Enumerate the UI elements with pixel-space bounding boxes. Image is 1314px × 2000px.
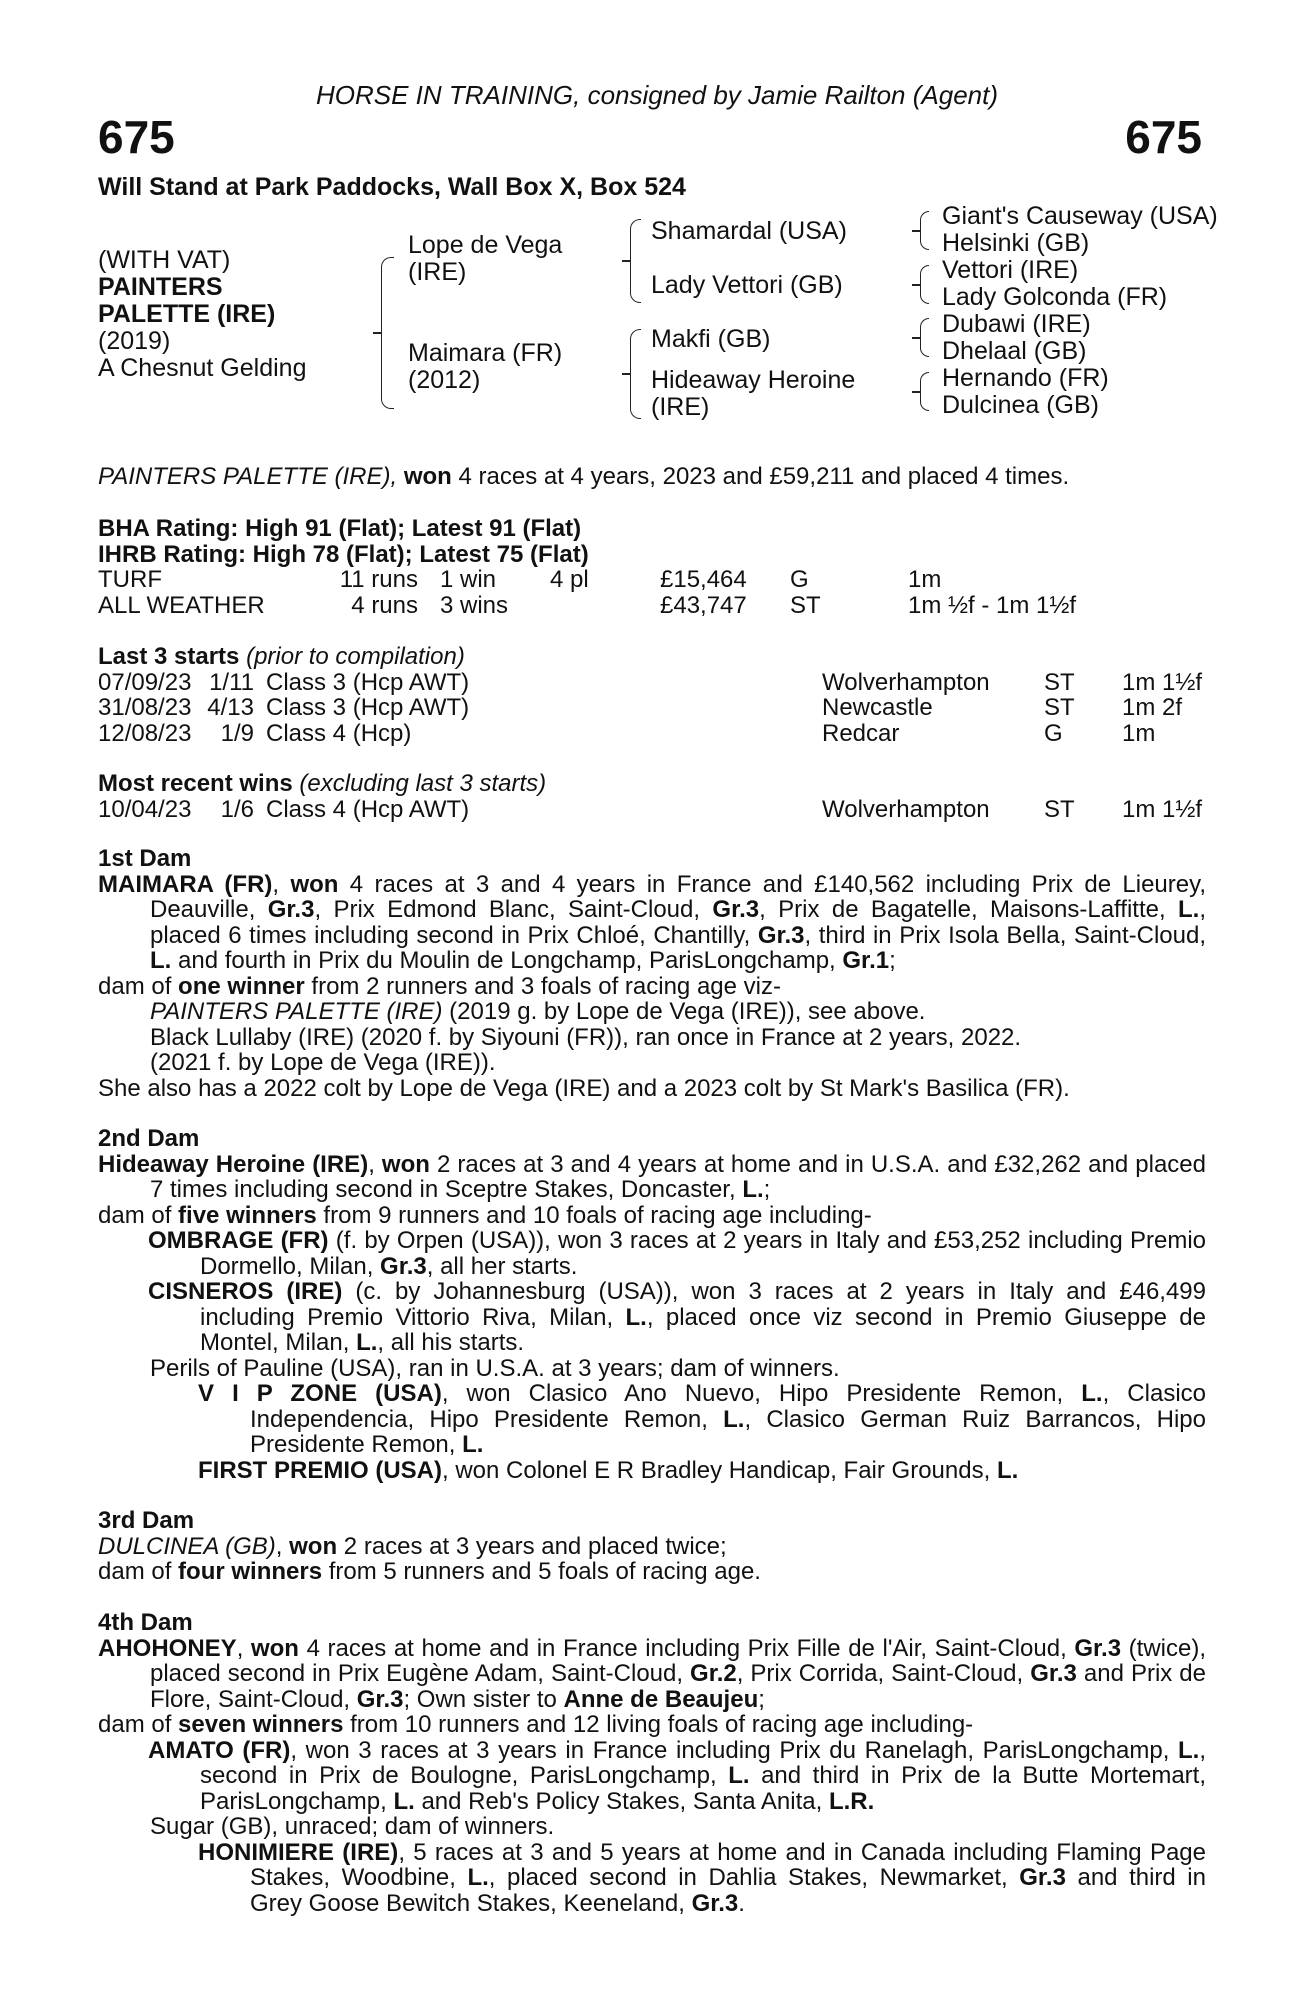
listed-label: L.R. (828, 1787, 875, 1815)
catalogue-header: HORSE IN TRAINING, consigned by Jamie Railton (Agent) (315, 80, 999, 110)
win-row (98, 797, 1206, 823)
pedigree-dds: Hernando (FR) (942, 364, 1109, 392)
produce-entry (98, 1228, 1206, 1279)
record-row (98, 567, 1206, 593)
text: dam of (98, 972, 179, 1000)
third-dam-name: DULCINEA (GB) (98, 1532, 276, 1560)
start-going: G (1044, 719, 1063, 747)
winners-count: five winners (178, 1201, 317, 1229)
record-wins: 3 wins (440, 591, 509, 619)
text: , (275, 1532, 290, 1560)
produce-name: FIRST PREMIO (USA) (198, 1456, 442, 1484)
ratings-section (98, 516, 1206, 618)
start-distance: 1m 1½f (1122, 668, 1203, 696)
produce-entry: Sugar (GB), unraced; dam of winners. (150, 1813, 555, 1840)
win-class: Class 4 (Hcp AWT) (266, 795, 470, 823)
text: , Prix Edmond Blanc, Saint-Cloud, (314, 896, 713, 923)
text: , all her starts. (426, 1252, 578, 1280)
record-surface: ALL WEATHER (98, 591, 265, 619)
start-date: 12/08/23 (98, 719, 192, 747)
foal-entry (98, 999, 1206, 1025)
ihrb-rating: IHRB Rating: High 78 (Flat); Latest 75 (Flat) (98, 540, 589, 568)
text: , won Clasico Ano Nuevo, Hipo Presidente Remon, (441, 1380, 1082, 1407)
horse-identity (98, 247, 306, 382)
text: ; (763, 1176, 771, 1203)
foaling-year: (2019) (98, 327, 171, 355)
winners-count: seven winners (178, 1711, 344, 1738)
record-wins: 1 win (440, 566, 497, 593)
first-dam-title: 1st Dam (98, 845, 192, 872)
fourth-dam-produce-intro (98, 1712, 1206, 1738)
text: from 2 runners and 3 foals of racing age viz- (304, 972, 781, 1000)
foal-name: PAINTERS PALETTE (IRE) (150, 998, 443, 1025)
text: , won Colonel E R Bradley Handicap, Fair Grounds, (442, 1456, 997, 1484)
produce-name: AMATO (FR) (148, 1736, 291, 1764)
record-runs: 11 runs (339, 566, 418, 593)
text: ; Own sister to (403, 1685, 564, 1713)
second-dam-title: 2nd Dam (98, 1125, 200, 1152)
start-date: 07/09/23 (98, 668, 192, 696)
text: from 9 runners and 10 foals of racing age including- (316, 1201, 872, 1229)
listed-label: L. (356, 1329, 378, 1356)
text: , placed 6 times including second in Prix Chloé, Chantilly, (150, 896, 1206, 949)
foal-entry: Black Lullaby (IRE) (2020 f. by Siyouni (FR)), ran once in France at 2 years, 2022. (150, 1023, 1022, 1051)
second-dam-name: Hideaway Heroine (IRE) (98, 1150, 369, 1178)
record-surface: TURF (98, 566, 162, 593)
text: , Prix de Bagatelle, Maisons-Laffitte, (759, 896, 1178, 923)
text: dam of (98, 1711, 179, 1738)
grade-label: Gr.3 (1030, 1660, 1077, 1687)
winners-count: four winners (178, 1558, 323, 1585)
record-placed (545, 593, 660, 619)
pedigree-brace-dam (630, 329, 641, 419)
start-row (98, 695, 1206, 721)
text: 4 races at home and in France including Prix Fille de l'Air, Saint-Cloud, (298, 1634, 1075, 1662)
win-going: ST (1044, 795, 1075, 823)
pedigree-sss: Giant's Causeway (USA) (942, 202, 1218, 230)
pedigree-brace-ds (920, 318, 929, 357)
grade-label: Gr.1 (842, 947, 890, 974)
produce-entry (98, 1381, 1206, 1458)
listed-label: L. (728, 1762, 750, 1789)
record-placed: 4 pl (550, 566, 589, 593)
start-distance: 1m 2f (1122, 694, 1183, 721)
record-distance: 1m (908, 566, 942, 593)
grade-label: Gr.2 (690, 1660, 737, 1687)
start-row (98, 721, 1206, 747)
pedigree-ss: Shamardal (USA) (651, 217, 847, 245)
vat-label: (WITH VAT) (98, 246, 231, 274)
pedigree-sds: Vettori (IRE) (942, 256, 1079, 284)
text: , all his starts. (377, 1329, 525, 1356)
text: from 10 runners and 12 living foals of racing age including- (343, 1711, 974, 1738)
start-course: Redcar (822, 719, 900, 747)
listed-label: L. (462, 1431, 484, 1458)
text: (twice), placed second in Prix Eugène Adam, Saint-Cloud, (150, 1634, 1207, 1687)
pedigree-brace-sd (920, 265, 929, 304)
text: , won 3 races at 3 years in France including Prix du Ranelagh, ParisLongchamp, (290, 1736, 1178, 1764)
third-dam-section (98, 1508, 1206, 1585)
first-dam-name: MAIMARA (FR) (98, 870, 273, 898)
produce-entry: Perils of Pauline (USA), ran in U.S.A. at 3 years; dam of winners. (150, 1354, 840, 1382)
listed-label: L. (393, 1787, 415, 1815)
last-starts-note: (prior to compilation) (246, 643, 465, 670)
text: , 5 races at 3 and 5 years at home and in Canada including Flaming Page Stakes, Woodbine, (250, 1838, 1207, 1891)
text: dam of (98, 1201, 179, 1229)
text: , placed once viz second in Premio Giuseppe de Montel, Milan, (200, 1303, 1206, 1356)
text: dam of (98, 1558, 179, 1585)
pedigree-dam: Maimara (FR) (2012) (408, 339, 563, 394)
start-distance: 1m (1122, 719, 1156, 747)
pedigree-dd: Hideaway Heroine (IRE) (651, 366, 856, 421)
start-position: 1/11 (209, 668, 254, 696)
text: , second in Prix de Boulogne, ParisLongchamp, (200, 1736, 1206, 1789)
pedigree-brace-ss (920, 211, 929, 250)
listed-label: L. (467, 1864, 489, 1891)
second-dam-section (98, 1126, 1206, 1483)
grade-label: Gr.3 (267, 896, 315, 923)
text: , Clasico German Ruiz Barrancos, Hipo Presidente Remon, (250, 1405, 1206, 1458)
fourth-dam-record (98, 1636, 1206, 1713)
first-dam-record: MAIMARA (FR), won 4 races at 3 and 4 years in France and £140,562 including Prix de Lieurey, Deauville, Gr.3, Prix Edmond Blanc, Saint-Cloud, Gr.3, Prix de Bagatelle, Maisons-Laffitte, L., placed 6 times including second in Prix Chloé, Chantilly, Gr.3, third in Prix Isola Bella, Saint-Cloud, L. and fourth in Prix du Moulin de Longchamp, ParisLongchamp, Gr.1; (98, 870, 1207, 974)
won-label: won (289, 1532, 338, 1560)
record-distance: 1m ½f - 1m 1½f (908, 591, 1077, 619)
text: from 5 runners and 5 foals of racing age. (322, 1558, 761, 1585)
start-going: ST (1044, 694, 1075, 721)
listed-label: L. (742, 1176, 764, 1203)
text: , placed second in Dahlia Stakes, Newmarket, (488, 1864, 1020, 1891)
text: 4 races at 3 and 4 years in France and £140,562 including Prix de Lieurey, Deauville, (150, 870, 1207, 923)
lot-number-left: 675 (98, 111, 175, 163)
listed-label: L. (1081, 1380, 1103, 1407)
listed-label: L. (1178, 896, 1200, 923)
fourth-dam-title: 4th Dam (98, 1609, 193, 1636)
text: (c. by Johannesburg (USA)), won 3 races at 2 years in Italy and £46,499 including Premio Vittorio Riva, Milan, (200, 1278, 1207, 1331)
horse-name-line2: PALETTE (IRE) (98, 300, 276, 328)
first-dam-also: She also has a 2022 colt by Lope de Vega (IRE) and a 2023 colt by St Mark's Basilica (FR). (98, 1074, 1070, 1102)
produce-entry (98, 1738, 1206, 1815)
grade-label: Gr.3 (712, 896, 760, 923)
pedigree-ddd: Dulcinea (GB) (942, 391, 1099, 419)
listed-label: L. (723, 1405, 745, 1433)
third-dam-title: 3rd Dam (98, 1507, 195, 1534)
text: ; (758, 1685, 765, 1713)
win-distance: 1m 1½f (1122, 795, 1203, 823)
grade-label: Gr.3 (356, 1685, 404, 1713)
start-position: 4/13 (207, 694, 254, 721)
start-row (98, 670, 1206, 696)
start-course: Newcastle (822, 694, 933, 721)
start-date: 31/08/23 (98, 694, 192, 721)
pedigree-dss: Dubawi (IRE) (942, 310, 1091, 338)
record-going: G (790, 566, 809, 593)
text: , Prix Corrida, Saint-Cloud, (736, 1660, 1031, 1687)
grade-label: Gr.3 (1074, 1634, 1122, 1662)
won-label: won (290, 870, 339, 898)
summary-horse-name: PAINTERS PALETTE (IRE), (98, 463, 398, 490)
pedigree-dsd: Dhelaal (GB) (942, 337, 1087, 365)
start-class: Class 3 (Hcp AWT) (266, 694, 470, 721)
race-summary (98, 464, 1206, 490)
foal-entry: (2021 f. by Lope de Vega (IRE)). (150, 1049, 496, 1076)
lot-number-right: 675 (1125, 111, 1202, 163)
pedigree-brace-dd (920, 372, 929, 411)
recent-wins-title: Most recent wins (98, 770, 293, 797)
text: 2 races at 3 years and placed twice; (337, 1532, 727, 1560)
pedigree-ds: Makfi (GB) (651, 325, 771, 353)
third-dam-produce-intro (98, 1559, 1206, 1585)
text: (f. by Orpen (USA)), won 3 races at 2 years in Italy and £53,252 including Premio Dormello, Milan, (200, 1227, 1206, 1280)
pedigree-brace-sire (630, 219, 641, 303)
text: and Prix de Flore, Saint-Cloud, (150, 1660, 1206, 1713)
win-date: 10/04/23 (98, 795, 192, 823)
recent-wins-note: (excluding last 3 starts) (299, 770, 547, 797)
text: and third in Prix de la Butte Mortemart, ParisLongchamp, (200, 1762, 1207, 1815)
grade-label: Gr.3 (757, 921, 805, 949)
horse-description: A Chesnut Gelding (98, 354, 307, 382)
pedigree-sire: Lope de Vega (IRE) (408, 231, 563, 286)
text: and Reb's Policy Stakes, Santa Anita, (414, 1787, 829, 1815)
produce-name: CISNEROS (IRE) (148, 1278, 343, 1305)
sister-name: Anne de Beaujeu (563, 1685, 759, 1713)
won-label: won (250, 1634, 299, 1662)
win-position: 1/6 (220, 795, 254, 823)
horse-name-line1: PAINTERS (98, 273, 223, 301)
bha-rating: BHA Rating: High 91 (Flat); Latest 91 (Flat) (98, 515, 582, 542)
pedigree-ssd: Helsinki (GB) (942, 229, 1090, 257)
produce-name: V I P ZONE (USA) (198, 1380, 442, 1407)
second-dam-produce-intro (98, 1203, 1206, 1229)
grade-label: Gr.3 (1019, 1864, 1066, 1891)
produce-name: HONIMIERE (IRE) (198, 1838, 399, 1866)
text: , third in Prix Isola Bella, Saint-Cloud, (804, 921, 1206, 949)
first-dam-section (98, 846, 1206, 1101)
text: (2019 g. by Lope de Vega (IRE)), see above. (442, 998, 926, 1025)
listed-label: L. (996, 1456, 1019, 1484)
record-runs: 4 runs (351, 591, 418, 619)
text: and third in Grey Goose Bewitch Stakes, Keeneland, (250, 1864, 1206, 1917)
last-starts-title: Last 3 starts (98, 643, 240, 670)
grade-label: Gr.3 (691, 1889, 739, 1917)
record-row (98, 593, 1206, 619)
text: 2 races at 3 and 4 years at home and in U.S.A. and £32,262 and placed 7 times including second in Sceptre Stakes, Doncaster, (150, 1150, 1206, 1203)
start-class: Class 4 (Hcp) (266, 719, 412, 747)
fourth-dam-name: AHOHONEY (98, 1634, 237, 1662)
grade-label: Gr.3 (380, 1252, 427, 1280)
winners-count: one winner (178, 972, 305, 1000)
summary-won: won (403, 463, 452, 490)
text: , (236, 1634, 251, 1662)
produce-name: OMBRAGE (FR) (148, 1227, 329, 1254)
listed-label: L. (1178, 1736, 1200, 1764)
fourth-dam-section (98, 1610, 1206, 1916)
record-going: ST (790, 591, 821, 619)
win-course: Wolverhampton (822, 795, 990, 823)
text: . (738, 1889, 745, 1917)
record-prize: £43,747 (660, 591, 747, 619)
text: and fourth in Prix du Moulin de Longchamp, ParisLongchamp, (171, 947, 843, 974)
produce-entry (98, 1840, 1206, 1917)
start-class: Class 3 (Hcp AWT) (266, 668, 470, 696)
start-going: ST (1044, 668, 1075, 696)
recent-wins-section (98, 771, 1206, 822)
produce-entry (98, 1458, 1206, 1484)
won-label: won (381, 1150, 430, 1178)
second-dam-record: Hideaway Heroine (IRE), won 2 races at 3 and 4 years at home and in U.S.A. and £32,262 and placed 7 times including second in Sceptre Stakes, Doncaster, L.; (98, 1150, 1206, 1203)
listed-label: L. (625, 1303, 647, 1331)
start-position: 1/9 (220, 719, 254, 747)
last-starts-section (98, 644, 1206, 746)
text: ; (889, 947, 896, 974)
text: , Clasico Independencia, Hipo Presidente Remon, (250, 1380, 1206, 1433)
first-dam-produce-intro (98, 974, 1206, 1000)
start-course: Wolverhampton (822, 668, 990, 696)
pedigree-sd: Lady Vettori (GB) (651, 271, 843, 299)
pedigree-sdd: Lady Golconda (FR) (942, 283, 1168, 311)
pedigree-brace-gen1 (381, 257, 394, 409)
summary-text: 4 races at 4 years, 2023 and £59,211 and placed 4 times. (458, 463, 1070, 490)
stand-location: Will Stand at Park Paddocks, Wall Box X, Box 524 (98, 173, 686, 201)
listed-label: L. (150, 947, 172, 974)
record-prize: £15,464 (660, 566, 747, 593)
third-dam-record (98, 1534, 1206, 1560)
produce-entry (98, 1279, 1206, 1356)
